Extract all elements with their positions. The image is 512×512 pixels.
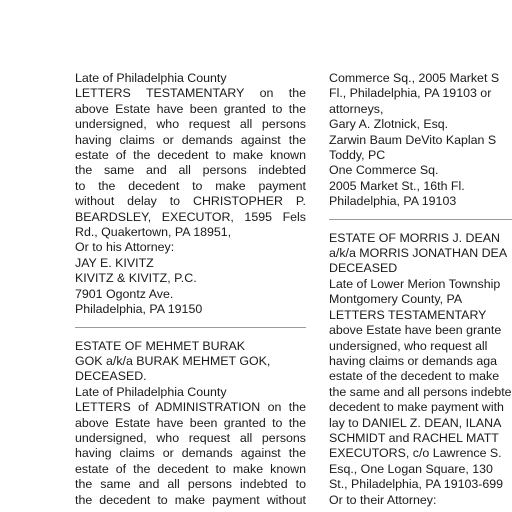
notice-line: Montgomery County, PA bbox=[329, 292, 463, 307]
notice-line: having claims or demands against the bbox=[75, 132, 306, 147]
attorney-name: JAY E. KIVITZ bbox=[75, 255, 154, 270]
attorney-street: 2005 Market St., 16th Fl. bbox=[329, 178, 465, 193]
notice-line: decedent to make payment with bbox=[329, 400, 504, 415]
attorney-firm: Toddy, PC bbox=[329, 148, 386, 163]
notice-line: above Estate have been granted to the bbox=[75, 101, 306, 116]
attorney-city: Philadelphia, PA 19103 bbox=[329, 194, 457, 209]
notice-line: Commerce Sq., 2005 Market S bbox=[329, 71, 500, 85]
left-column bbox=[75, 71, 306, 508]
notice-line: Rd., Quakertown, PA 18951, bbox=[75, 225, 232, 240]
notice-divider bbox=[75, 327, 306, 328]
estate-heading: DECEASED. bbox=[75, 369, 147, 384]
estate-notice-beardsley bbox=[75, 71, 306, 318]
attorney-firm: KIVITZ & KIVITZ, P.C. bbox=[75, 271, 197, 286]
notice-line: to the decedent to make payment bbox=[75, 178, 306, 193]
notice-line: Fl., Philadelphia, PA 19103 or bbox=[329, 86, 492, 101]
attorney-name: Gary A. Zlotnick, Esq. bbox=[329, 117, 449, 132]
notice-line: attorneys, bbox=[329, 101, 384, 116]
notice-line: estate of the decedent to make bbox=[329, 369, 500, 384]
notice-line: undersigned, who request all bbox=[329, 338, 488, 353]
attorney-street: 7901 Ogontz Ave. bbox=[75, 286, 174, 301]
attorney-city: Philadelphia, PA 19150 bbox=[75, 302, 203, 317]
right-column bbox=[329, 71, 512, 508]
notice-line: undersigned, who request all persons bbox=[75, 430, 306, 445]
notice-line: the same and all persons indebted bbox=[75, 163, 306, 178]
notice-line: Or to their Attorney: bbox=[329, 492, 437, 507]
notice-line: Late of Philadelphia County bbox=[75, 71, 227, 85]
attorney-firm: Zarwin Baum DeVito Kaplan S bbox=[329, 132, 497, 147]
attorney-street: One Commerce Sq. bbox=[329, 163, 439, 178]
notice-line: estate of the decedent to make known bbox=[75, 148, 306, 163]
notice-line: Late of Lower Merion Township bbox=[329, 276, 501, 291]
notice-line: undersigned, who request all persons bbox=[75, 117, 306, 132]
notice-line: St., Philadelphia, PA 19103-699 bbox=[329, 477, 504, 492]
estate-heading: ESTATE OF MORRIS J. DEAN bbox=[329, 230, 500, 245]
notice-line: the same and all persons indebte bbox=[329, 384, 512, 399]
notice-line: LETTERS TESTAMENTARY bbox=[329, 307, 487, 322]
notice-line: having claims or demands aga bbox=[329, 353, 498, 368]
notice-line: without delay to CHRISTOPHER P. bbox=[75, 194, 306, 209]
estate-heading: ESTATE OF MEHMET BURAK bbox=[75, 338, 246, 353]
estate-notice-continued bbox=[329, 71, 512, 210]
notice-line: above Estate have been grante bbox=[329, 323, 502, 338]
notice-line: LETTERS of ADMINISTRATION on the bbox=[75, 400, 306, 415]
estate-notice-dean bbox=[329, 231, 512, 508]
notice-line: Or to his Attorney: bbox=[75, 240, 175, 255]
notice-divider bbox=[329, 219, 512, 220]
notice-line: Late of Philadelphia County bbox=[75, 384, 227, 399]
notice-line: Esq., One Logan Square, 130 bbox=[329, 461, 493, 476]
notice-line: EXECUTORS, c/o Lawrence S. bbox=[329, 446, 502, 461]
notice-line: lay to DANIEL Z. DEAN, ILANA bbox=[329, 415, 502, 430]
estate-heading: GOK a/k/a BURAK MEHMET GOK, bbox=[75, 353, 271, 368]
notice-line: BEARDSLEY, EXECUTOR, 1595 Fels bbox=[75, 209, 306, 224]
notice-line: the same and all persons indebted to bbox=[75, 477, 306, 492]
notice-line: LETTERS TESTAMENTARY on the bbox=[75, 86, 306, 101]
estate-heading: a/k/a MORRIS JONATHAN DEA bbox=[329, 246, 508, 261]
notice-line: above Estate have been granted to the bbox=[75, 415, 306, 430]
notice-line: having claims or demands against the bbox=[75, 446, 306, 461]
notice-line: estate of the decedent to make known bbox=[75, 461, 306, 476]
notice-line: the decedent to make payment without bbox=[75, 492, 306, 507]
notice-line: SCHMIDT and RACHEL MATT bbox=[329, 430, 499, 445]
estate-heading: DECEASED bbox=[329, 261, 398, 276]
estate-notice-gok bbox=[75, 339, 306, 508]
